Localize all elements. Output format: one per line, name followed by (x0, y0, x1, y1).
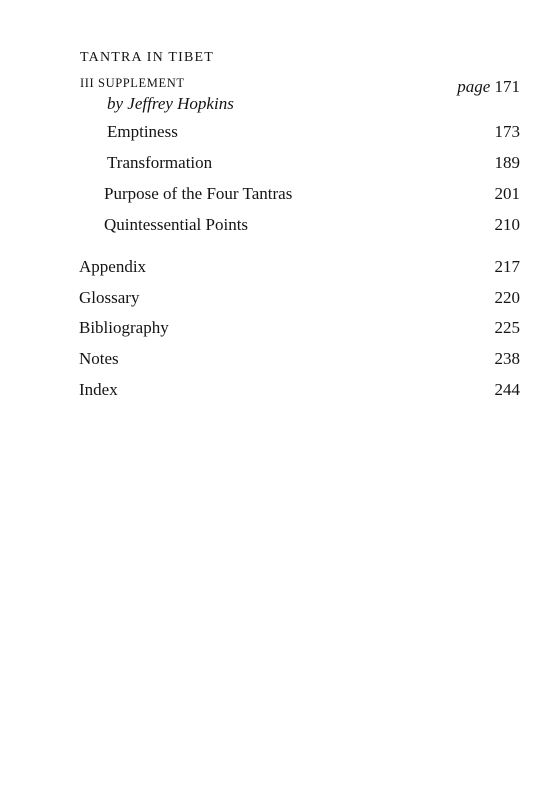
page-word: page (457, 77, 491, 96)
toc-entry-title: Index (79, 380, 118, 399)
toc-entry-page: 173 (494, 122, 520, 141)
toc-entry-appendix (0, 257, 560, 281)
toc-entry-index (0, 380, 560, 404)
toc-entry-transformation (0, 153, 560, 177)
toc-entry-page: 217 (494, 257, 520, 276)
part-heading: III SUPPLEMENT (80, 76, 185, 90)
toc-entry-title: Notes (79, 349, 119, 368)
toc-entry-notes (0, 349, 560, 373)
toc-entry-page: 210 (494, 215, 520, 234)
toc-entry-title: Bibliography (79, 318, 169, 337)
toc-entry-page: 189 (494, 153, 520, 172)
part-author: by Jeffrey Hopkins (107, 94, 234, 113)
running-head: TANTRA IN TIBET (80, 50, 215, 65)
toc-entry-emptiness (0, 122, 560, 146)
toc-entry-glossary (0, 288, 560, 312)
toc-entry-title: Purpose of the Four Tantras (104, 184, 293, 203)
toc-entry-title: Transformation (107, 153, 213, 172)
toc-entry-purpose (0, 184, 560, 208)
toc-entry-page: 225 (494, 318, 520, 337)
toc-entry-page: 220 (494, 288, 520, 307)
toc-entry-bibliography (0, 318, 560, 342)
toc-entry-title: Glossary (79, 288, 140, 307)
toc-entry-page: 238 (494, 349, 520, 368)
toc-entry-title: Appendix (79, 257, 147, 276)
toc-entry-title: Emptiness (107, 122, 178, 141)
toc-entry-page: 244 (494, 380, 520, 399)
toc-entry-page: 201 (494, 184, 520, 203)
part-page-number (457, 77, 520, 97)
toc-entry-title: Quintessential Points (104, 215, 249, 234)
toc-entry-quintessential (0, 215, 560, 239)
part-page-value: 171 (494, 77, 520, 96)
